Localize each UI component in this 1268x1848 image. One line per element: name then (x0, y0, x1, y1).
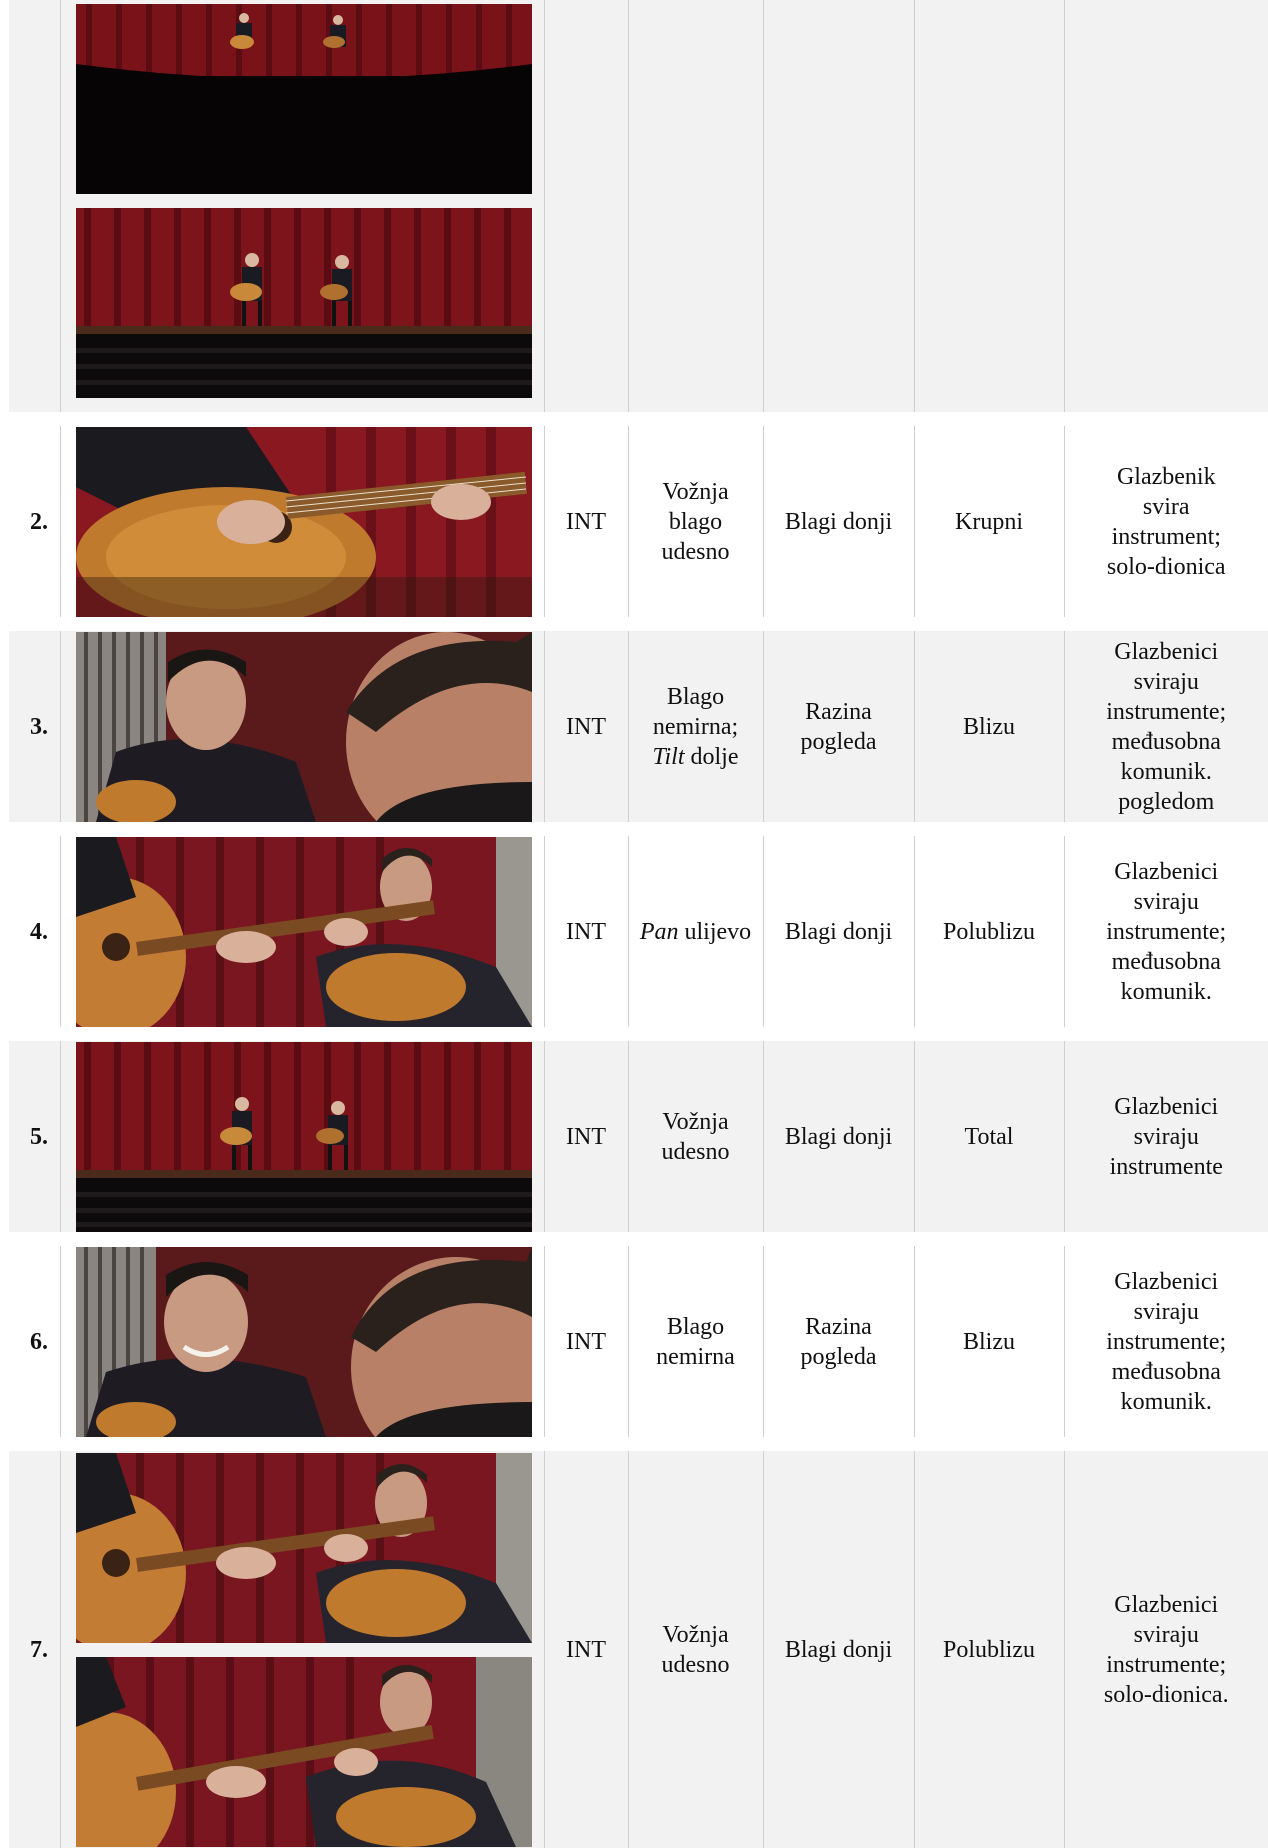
frame-musicians-medium-shot (76, 837, 532, 1027)
frame-cell (60, 419, 544, 624)
camera-movement-cell (628, 1034, 763, 1239)
angle-cell (763, 0, 914, 419)
location-cell: INT (544, 1239, 628, 1444)
table-row (9, 1239, 1268, 1444)
frame-closeup-guitar-hands (76, 427, 532, 617)
location-cell: INT (544, 829, 628, 1034)
angle-cell (763, 624, 914, 829)
camera-movement-cell (628, 1444, 763, 1848)
frame-stage-wide-two-guitarists (76, 208, 532, 398)
camera-movement-cell (628, 829, 763, 1034)
angle-cell: Blagi donji (763, 419, 914, 624)
camera-movement-cell (628, 419, 763, 624)
shot-list-table-wrapper (9, 0, 1268, 1848)
shot-number (9, 0, 60, 419)
angle-text: Razina pogleda (800, 698, 877, 755)
frame-musicians-medium-shot-a (76, 1453, 532, 1643)
shot-size-cell: Blizu (914, 624, 1064, 829)
shot-number: 6. (9, 1239, 60, 1444)
frame-two-musicians-faces-smile (76, 1247, 532, 1437)
description-cell (1064, 1239, 1268, 1444)
frame-stage-wide-two-guitarists (76, 1042, 532, 1232)
shot-size-cell: Krupni (914, 419, 1064, 624)
shot-size-cell: Blizu (914, 1239, 1064, 1444)
camera-movement-term: Pan (639, 918, 679, 945)
shot-size-cell: Polublizu (914, 829, 1064, 1034)
location-cell: INT (544, 624, 628, 829)
description-cell (1064, 1034, 1268, 1239)
frame-cell (60, 1034, 544, 1239)
description-text: Glazbenici sviraju instrumente; međusobna komunik. (1106, 1268, 1227, 1415)
table-row (9, 1444, 1268, 1848)
camera-movement-cell (628, 1239, 763, 1444)
table-row (9, 1034, 1268, 1239)
table-row (9, 419, 1268, 624)
frame-cell (60, 624, 544, 829)
frame-cell (60, 1444, 544, 1848)
description-cell (1064, 419, 1268, 624)
shot-size-cell (914, 0, 1064, 419)
description-cell (1064, 624, 1268, 829)
camera-movement-text: ulijevo (678, 918, 752, 945)
location-cell (544, 0, 628, 419)
camera-movement-text: Vožnja udesno (661, 1621, 730, 1678)
description-text: Glazbenici sviraju instrumente; solo-dionica. (1103, 1591, 1229, 1708)
frame-musicians-medium-shot-b (76, 1657, 532, 1847)
frame-stage-wide-dark (76, 4, 532, 194)
angle-cell: Blagi donji (763, 1444, 914, 1848)
description-cell (1064, 1444, 1268, 1848)
shot-number: 2. (9, 419, 60, 624)
frame-cell (60, 829, 544, 1034)
angle-text: Razina pogleda (800, 1313, 877, 1370)
frame-cell (60, 0, 544, 419)
description-text: Glazbenici sviraju instrumente; međusobna komunik. (1106, 858, 1227, 1005)
description-cell (1064, 829, 1268, 1034)
camera-movement-text: Blago nemirna; (652, 683, 739, 740)
table-row (9, 0, 1268, 419)
shot-size-cell: Polublizu (914, 1444, 1064, 1848)
description-text: Glazbenik svira instrument; solo-dionica (1106, 463, 1226, 580)
shot-list-table (9, 0, 1268, 1848)
camera-movement-cell (628, 0, 763, 419)
table-row (9, 624, 1268, 829)
camera-movement-cell (628, 624, 763, 829)
location-cell: INT (544, 1034, 628, 1239)
shot-number: 5. (9, 1034, 60, 1239)
shot-number: 3. (9, 624, 60, 829)
angle-cell: Blagi donji (763, 829, 914, 1034)
location-cell: INT (544, 1444, 628, 1848)
description-text: Glazbenici sviraju instrumente; međusobna komunik. pogledom (1106, 638, 1227, 815)
camera-movement-text: Vožnja udesno (661, 1108, 730, 1165)
camera-movement-text: Vožnja blago udesno (661, 478, 730, 565)
location-cell: INT (544, 419, 628, 624)
shot-number: 4. (9, 829, 60, 1034)
shot-number: 7. (9, 1444, 60, 1848)
shot-size-cell: Total (914, 1034, 1064, 1239)
camera-movement-text: Blago nemirna (656, 1313, 735, 1370)
frame-cell (60, 1239, 544, 1444)
description-cell (1064, 0, 1268, 419)
angle-cell: Blagi donji (763, 1034, 914, 1239)
angle-cell (763, 1239, 914, 1444)
camera-movement-term: Tilt (652, 743, 685, 770)
table-row (9, 829, 1268, 1034)
camera-movement-text: dolje (684, 743, 739, 770)
frame-two-musicians-faces-close (76, 632, 532, 822)
description-text: Glazbenici sviraju instrumente (1109, 1093, 1223, 1180)
